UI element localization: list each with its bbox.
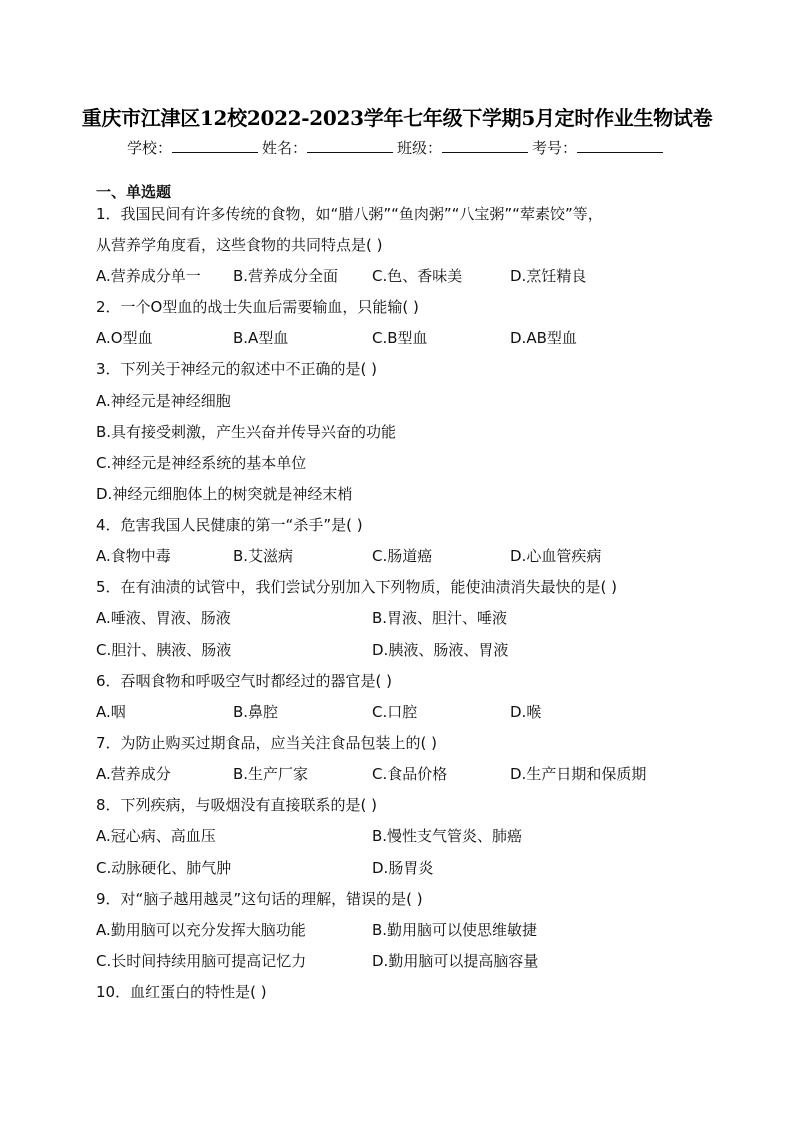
section-heading: 一、单选题 [96,183,172,201]
page-title: 重庆市江津区12校2022-2023学年七年级下学期5月定时作业生物试卷 [81,106,713,130]
question-5-option-a[interactable]: A.唾液、胃液、肠液 [96,609,231,627]
question-9-option-c[interactable]: C.长时间持续用脑可提高记忆力 [96,952,307,970]
question-4-option-b[interactable]: B.艾滋病 [233,547,294,565]
name-label: 姓名： [261,139,307,157]
question-5-option-c[interactable]: C.胆汁、胰液、肠液 [96,641,232,659]
question-2-option-a[interactable]: A.O型血 [96,329,153,347]
question-3-option-a[interactable]: A.神经元是神经细胞 [96,392,231,410]
class-blank[interactable] [442,140,528,153]
question-9-stem: 9．对“脑子越用越灵”这句话的理解，错误的是( ) [96,890,423,908]
question-6-option-d[interactable]: D.喉 [510,703,542,721]
question-8-option-c[interactable]: C.动脉硬化、肺气肿 [96,859,232,877]
question-10-stem: 10．血红蛋白的特性是( ) [96,983,267,1001]
question-4-option-a[interactable]: A.食物中毒 [96,547,171,565]
question-7-option-d[interactable]: D.生产日期和保质期 [510,765,647,783]
question-6-option-a[interactable]: A.咽 [96,703,126,721]
question-9-option-a[interactable]: A.勤用脑可以充分发挥大脑功能 [96,921,306,939]
question-1-option-a[interactable]: A.营养成分单一 [96,267,201,285]
question-4-option-d[interactable]: D.心血管疾病 [510,547,602,565]
question-2-option-d[interactable]: D.AB型血 [510,329,577,347]
question-4-option-c[interactable]: C.肠道癌 [372,547,433,565]
question-5-option-d[interactable]: D.胰液、肠液、胃液 [372,641,509,659]
question-3-option-d[interactable]: D.神经元细胞体上的树突就是神经末梢 [96,485,353,503]
question-9-option-b[interactable]: B.勤用脑可以使思维敏捷 [372,921,538,939]
question-3-option-b[interactable]: B.具有接受刺激，产生兴奋并传导兴奋的功能 [96,423,397,441]
school-label: 学校： [126,139,172,157]
question-7-option-c[interactable]: C.食品价格 [372,765,448,783]
question-1-option-d[interactable]: D.烹饪精良 [510,267,587,285]
question-8-option-d[interactable]: D.肠胃炎 [372,859,434,877]
question-3-option-c[interactable]: C.神经元是神经系统的基本单位 [96,454,307,472]
question-2-option-c[interactable]: C.B型血 [372,329,428,347]
question-7-option-b[interactable]: B.生产厂家 [233,765,309,783]
question-8-option-b[interactable]: B.慢性支气管炎、肺癌 [372,827,523,845]
question-6-stem: 6．吞咽食物和呼吸空气时都经过的器官是( ) [96,672,393,690]
question-6-option-c[interactable]: C.口腔 [372,703,418,721]
class-label: 班级： [397,139,443,157]
question-1-option-c[interactable]: C.色、香味美 [372,267,463,285]
student-info-line [0,137,794,158]
question-4-stem: 4．危害我国人民健康的第一“杀手”是( ) [96,516,363,534]
question-2-option-b[interactable]: B.A型血 [233,329,289,347]
question-2-stem: 2．一个O型血的战士失血后需要输血，只能输( ) [96,298,419,316]
number-blank[interactable] [577,140,663,153]
question-5-stem: 5．在有油渍的试管中，我们尝试分别加入下列物质，能使油渍消失最快的是( ) [96,578,618,596]
question-1-stem-line-1: 1．我国民间有许多传统的食物，如“腊八粥”“鱼肉粥”“八宝粥”“荤素饺”等， [96,205,603,223]
question-1-stem-line-2: 从营养学角度看，这些食物的共同特点是( ) [96,236,383,254]
question-8-stem: 8．下列疾病，与吸烟没有直接联系的是( ) [96,796,378,814]
question-7-option-a[interactable]: A.营养成分 [96,765,171,783]
question-9-option-d[interactable]: D.勤用脑可以提高脑容量 [372,952,539,970]
question-5-option-b[interactable]: B.胃液、胆汁、唾液 [372,609,508,627]
number-label: 考号： [532,139,578,157]
question-1-option-b[interactable]: B.营养成分全面 [233,267,339,285]
name-blank[interactable] [307,140,393,153]
question-3-stem: 3．下列关于神经元的叙述中不正确的是( ) [96,360,378,378]
question-8-option-a[interactable]: A.冠心病、高血压 [96,827,216,845]
question-7-stem: 7．为防止购买过期食品，应当关注食品包装上的( ) [96,734,438,752]
question-6-option-b[interactable]: B.鼻腔 [233,703,279,721]
school-blank[interactable] [172,140,258,153]
